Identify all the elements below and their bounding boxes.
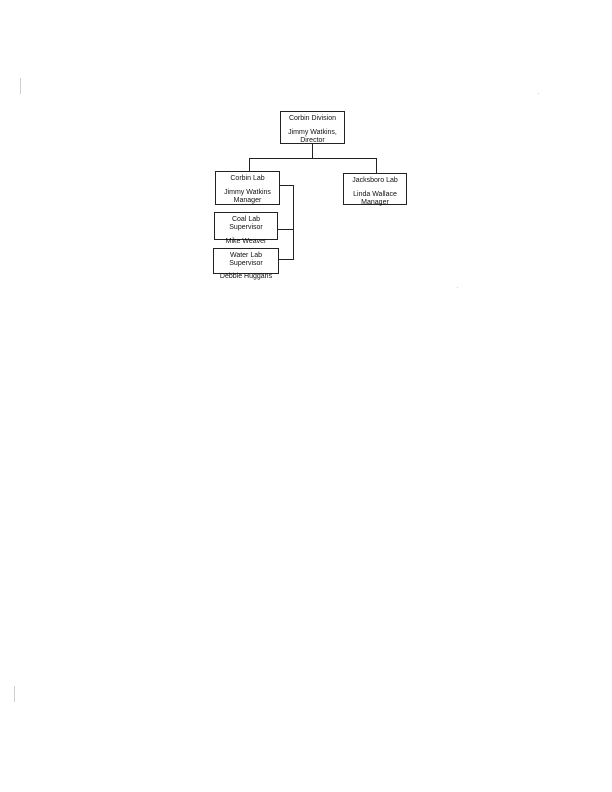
scan-mark-bottom-left	[14, 686, 15, 702]
node-name: Linda Wallace	[353, 191, 397, 198]
scan-dot-right	[538, 93, 539, 94]
connector-to-jacksboro-lab	[376, 158, 377, 173]
node-name: Debbie Huggans	[219, 273, 273, 280]
connector-corbin-side-out	[280, 185, 293, 186]
node-title: Coal Lab Supervisor	[229, 216, 263, 231]
connector-corbin-side-vertical	[293, 185, 294, 260]
node-title: Corbin Division	[288, 115, 337, 122]
node-name: Jimmy Watkins	[224, 189, 271, 196]
connector-to-corbin-lab	[249, 158, 250, 171]
node-role: Manager	[233, 197, 262, 204]
node-title: Water Lab Supervisor	[229, 252, 263, 267]
node-water-lab-supervisor	[213, 248, 279, 280]
connector-to-water-lab	[279, 259, 294, 260]
node-corbin-lab	[215, 171, 280, 205]
node-role: Director	[300, 137, 325, 144]
node-name: Mike Weaver	[225, 238, 267, 245]
scan-mark-top-left	[20, 78, 21, 94]
node-role: Manager	[361, 199, 389, 206]
node-corbin-division	[280, 111, 345, 144]
node-title: Jacksboro Lab	[352, 177, 398, 184]
node-name: Jimmy Watkins,	[288, 129, 337, 136]
connector-root-down	[312, 143, 313, 159]
node-jacksboro-lab	[343, 173, 407, 205]
connector-horizontal	[249, 158, 377, 159]
scan-dot-mid	[457, 287, 458, 288]
node-coal-lab-supervisor	[214, 212, 278, 245]
node-title: Corbin Lab	[230, 175, 265, 182]
connector-to-coal-lab	[278, 229, 294, 230]
